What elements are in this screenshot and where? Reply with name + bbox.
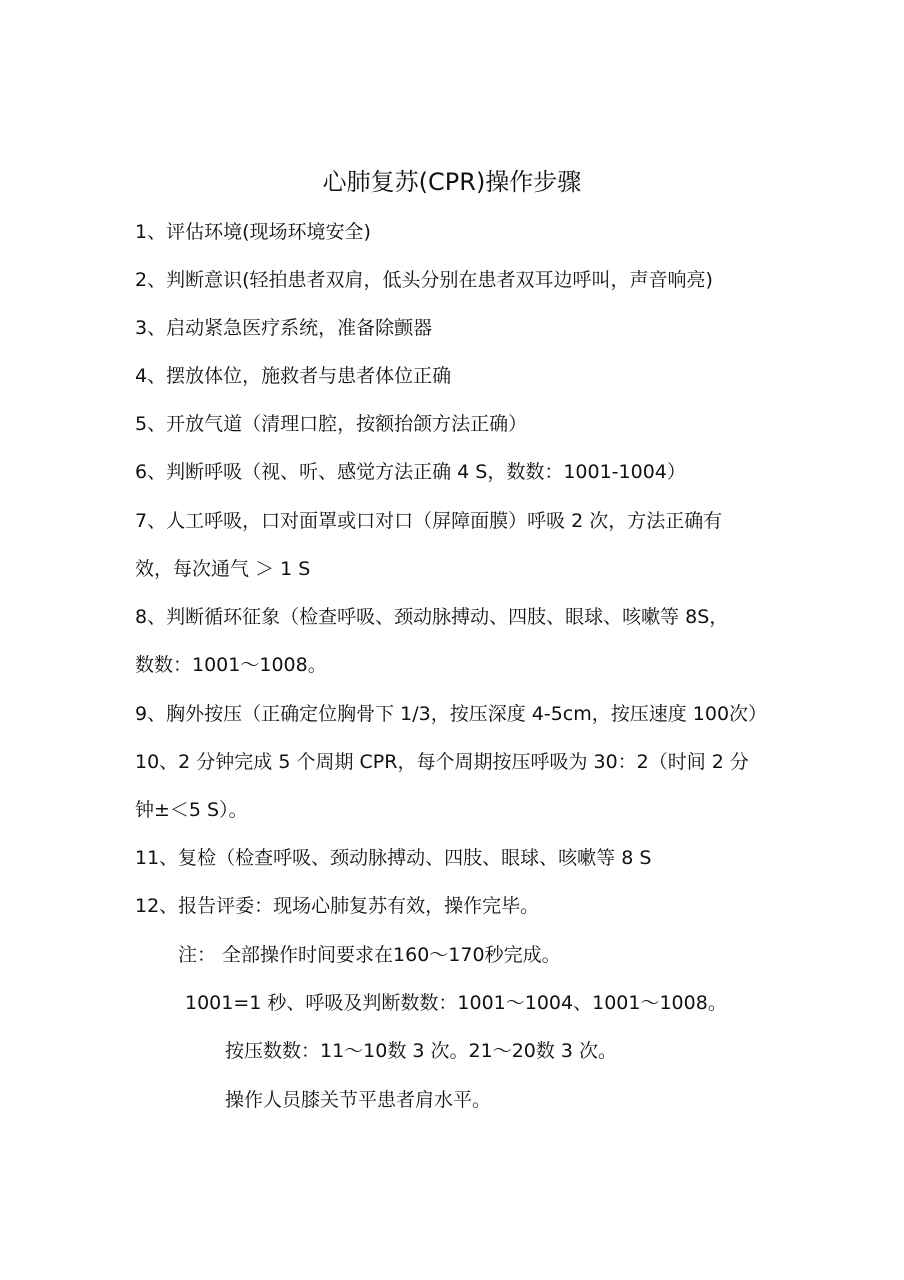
step-6: 6、判断呼吸（视、听、感觉方法正确 4 S，数数：1001-1004） (135, 461, 686, 483)
step-12: 12、报告评委：现场心肺复苏有效，操作完毕。 (135, 895, 540, 917)
step-10-line-1: 10、2 分钟完成 5 个周期 CPR，每个周期按压呼吸为 30：2（时间 2 分 (135, 751, 749, 773)
note-posture: 操作人员膝关节平患者肩水平。 (225, 1089, 492, 1111)
step-5: 5、开放气道（清理口腔，按额抬颌方法正确） (135, 413, 528, 435)
step-7-line-2: 效，每次通气 ＞ 1 S (135, 558, 311, 580)
document-title: 心肺复苏(CPR)操作步骤 (322, 168, 582, 196)
step-7-line-1: 7、人工呼吸，口对面罩或口对口（屏障面膜）呼吸 2 次，方法正确有 (135, 510, 723, 532)
step-1: 1、评估环境(现场环境安全) (135, 221, 371, 243)
step-11: 11、复检（检查呼吸、颈动脉搏动、四肢、眼球、咳嗽等 8 S (135, 847, 652, 869)
step-3: 3、启动紧急医疗系统，准备除颤器 (135, 317, 433, 339)
step-2: 2、判断意识(轻拍患者双肩，低头分别在患者双耳边呼叫，声音响亮) (135, 269, 713, 291)
note-time: 注： 全部操作时间要求在160～170秒完成。 (178, 944, 561, 966)
step-8-line-2: 数数：1001～1008。 (135, 654, 327, 676)
step-10-line-2: 钟±＜5 S）。 (135, 799, 248, 821)
step-4: 4、摆放体位，施救者与患者体位正确 (135, 365, 452, 387)
note-count: 1001=1 秒、呼吸及判断数数：1001～1004、1001～1008。 (185, 992, 727, 1014)
step-9: 9、胸外按压（正确定位胸骨下 1/3，按压深度 4-5cm，按压速度 100次） (135, 703, 768, 725)
step-8-line-1: 8、判断循环征象（检查呼吸、颈动脉搏动、四肢、眼球、咳嗽等 8S， (135, 606, 729, 628)
note-compression-count: 按压数数：11～10数 3 次。21～20数 3 次。 (225, 1040, 618, 1062)
